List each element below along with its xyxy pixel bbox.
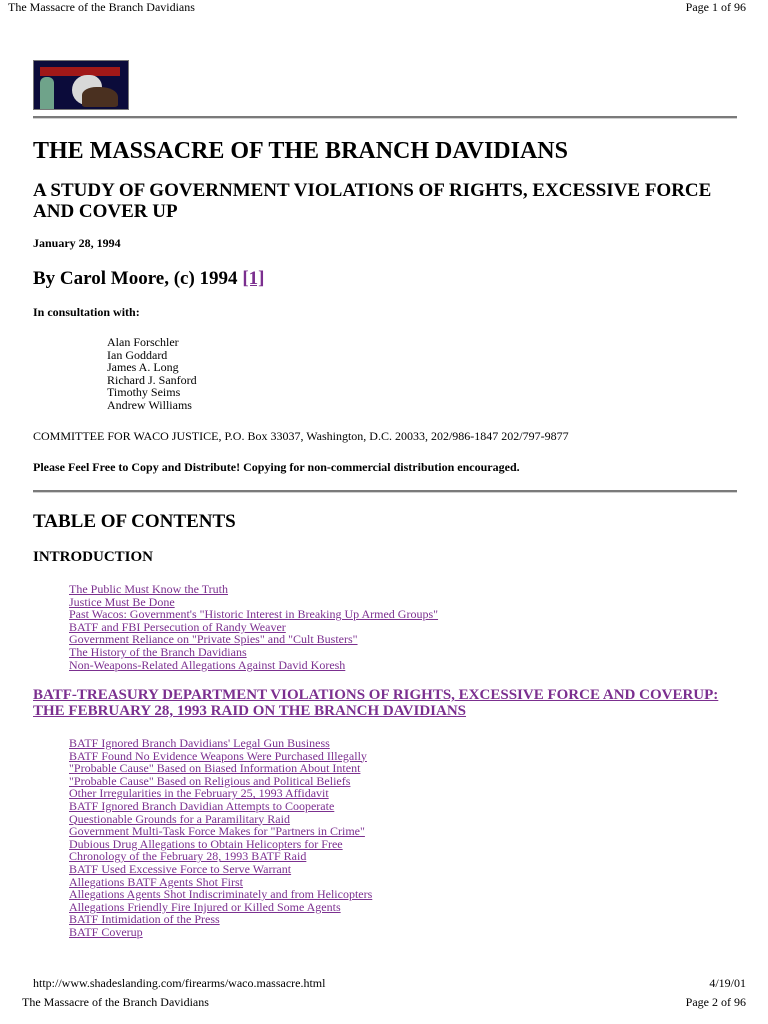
toc-link[interactable]: BATF Ignored Branch Davidians' Legal Gun Business: [69, 736, 330, 750]
toc-link[interactable]: BATF Intimidation of the Press: [69, 912, 220, 927]
toc-link[interactable]: Government Multi-Task Force Makes for "Partners in Crime": [69, 824, 365, 839]
toc-link[interactable]: BATF Ignored Branch Davidian Attempts to Cooperate: [69, 798, 335, 813]
consultant-name: Richard J. Sanford: [107, 372, 197, 387]
footer-title: The Massacre of the Branch Davidians: [22, 995, 209, 1009]
page-subtitle: A STUDY OF GOVERNMENT VIOLATIONS OF RIGHTS, EXCESSIVE FORCE AND COVER UP: [33, 180, 712, 222]
footer-url: http://www.shadeslanding.com/firearms/waco.massacre.html: [33, 976, 326, 990]
toc-link[interactable]: Chronology of the February 28, 1993 BATF Raid: [69, 849, 307, 864]
publication-date: January 28, 1994: [33, 236, 121, 250]
consultation-label: In consultation with:: [33, 305, 140, 319]
toc-link[interactable]: BATF Coverup: [69, 924, 143, 939]
page-title: THE MASSACRE OF THE BRANCH DAVIDIANS: [33, 138, 568, 164]
toc-link[interactable]: Allegations BATF Agents Shot First: [69, 874, 244, 889]
committee-address: COMMITTEE FOR WACO JUSTICE, P.O. Box 33037, Washington, D.C. 20033, 202/986-1847 202/797-9877: [33, 429, 569, 443]
copy-notice: Please Feel Free to Copy and Distribute! Copying for non-commercial distribution encouraged.: [33, 460, 520, 474]
toc-link[interactable]: Government Reliance on "Private Spies" and "Cult Busters": [69, 632, 358, 647]
toc-link[interactable]: The History of the Branch Davidians: [69, 644, 247, 659]
footer-page-number: Page 2 of 96: [685, 995, 746, 1009]
consultant-name: James A. Long: [107, 360, 179, 375]
toc-link[interactable]: Allegations Friendly Fire Injured or Killed Some Agents: [69, 899, 341, 914]
site-logo-image[interactable]: [33, 60, 129, 110]
toc-link[interactable]: "Probable Cause" Based on Religious and Political Beliefs: [69, 773, 351, 788]
toc-link[interactable]: Non-Weapons-Related Allegations Against David Koresh: [69, 657, 346, 672]
divider: [33, 116, 737, 119]
toc-link[interactable]: Allegations Agents Shot Indiscriminately and from Helicopters: [69, 887, 373, 902]
toc-heading: TABLE OF CONTENTS: [33, 511, 236, 532]
toc-link[interactable]: Questionable Grounds for a Paramilitary Raid: [69, 811, 290, 826]
toc-link[interactable]: The Public Must Know the Truth: [69, 582, 229, 596]
toc-link[interactable]: "Probable Cause" Based on Biased Information About Intent: [69, 761, 361, 776]
toc-link[interactable]: BATF and FBI Persecution of Randy Weaver: [69, 619, 286, 634]
footnote-link[interactable]: [1]: [242, 268, 265, 289]
consultant-name: Alan Forschler: [107, 335, 179, 349]
consultant-name: Andrew Williams: [107, 397, 192, 412]
divider: [33, 490, 737, 493]
toc-link[interactable]: BATF Found No Evidence Weapons Were Purchased Illegally: [69, 748, 367, 763]
consultant-name: Ian Goddard: [107, 347, 168, 362]
section-heading-link[interactable]: BATF-TREASURY DEPARTMENT VIOLATIONS OF RIGHTS, EXCESSIVE FORCE AND COVERUP: THE FEBRUARY 28, 1993 RAID ON THE BRANCH DAVIDIANS: [33, 687, 719, 719]
statue-of-liberty-icon: [40, 77, 54, 109]
toc-link[interactable]: Dubious Drug Allegations to Obtain Helicopters for Free: [69, 836, 343, 851]
intro-heading: INTRODUCTION: [33, 549, 154, 565]
toc-link[interactable]: Past Wacos: Government's "Historic Interest in Breaking Up Armed Groups": [69, 607, 439, 622]
byline: [33, 268, 264, 290]
consultant-list: [107, 336, 197, 412]
toc-link[interactable]: Justice Must Be Done: [69, 594, 175, 609]
toc-link[interactable]: Other Irregularities in the February 25, 1993 Affidavit: [69, 786, 329, 801]
consultant-name: Timothy Seims: [107, 385, 181, 400]
toc-link[interactable]: BATF Used Excessive Force to Serve Warrant: [69, 861, 292, 876]
footer-date: 4/19/01: [709, 976, 746, 990]
header-title: The Massacre of the Branch Davidians: [8, 0, 195, 14]
header-page-number: Page 1 of 96: [685, 0, 746, 14]
byline-text: By Carol Moore, (c) 1994: [33, 268, 238, 289]
